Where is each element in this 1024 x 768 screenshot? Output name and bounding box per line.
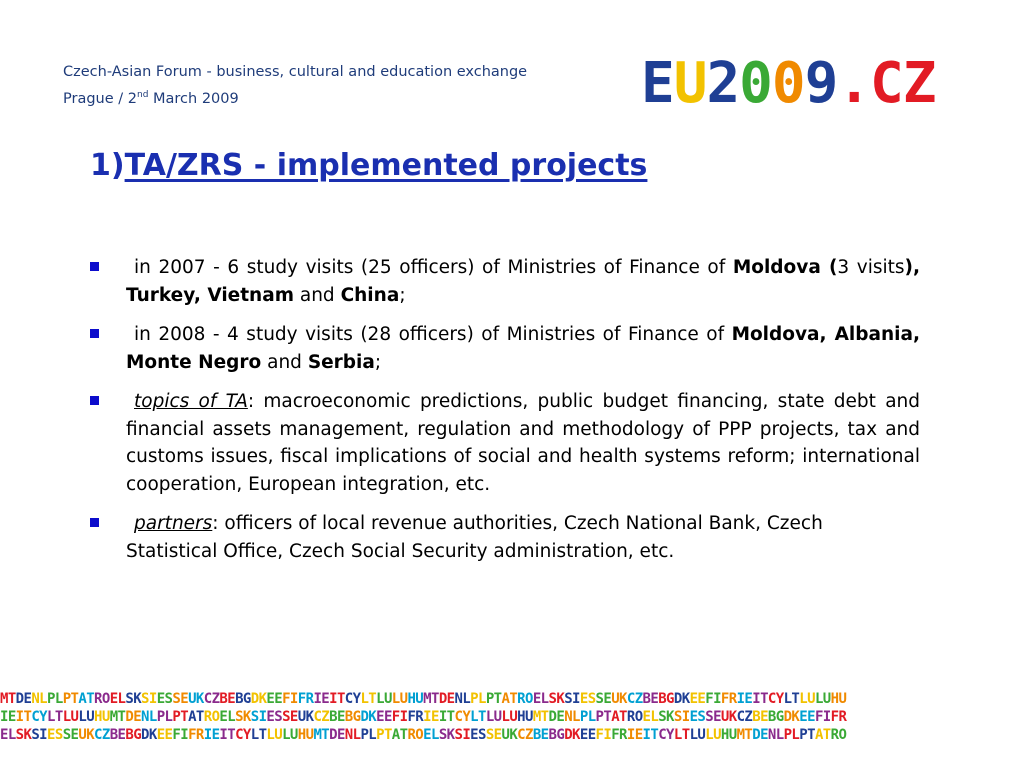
event-header: [63, 61, 527, 111]
country-code: BE: [752, 709, 768, 725]
country-code: NL: [31, 691, 48, 707]
country-code: SI: [250, 709, 267, 725]
country-code: SE: [705, 709, 721, 725]
logo-letter: 0: [771, 51, 805, 116]
country-code: NL: [454, 691, 471, 707]
country-code: CY: [454, 709, 471, 725]
country-code: BG: [125, 727, 142, 743]
country-code: CY: [235, 727, 251, 743]
country-code: SE: [172, 691, 189, 707]
country-code: DE: [438, 691, 455, 707]
country-code: FI: [391, 709, 408, 725]
country-code: UK: [720, 709, 737, 725]
country-code: DK: [564, 727, 580, 743]
slide-title: [90, 148, 647, 183]
bullet-2008-lead: in 2008 - 4 study visits (28 officers) of Ministries of Finance of: [134, 324, 732, 345]
country-code: CY: [344, 691, 361, 707]
country-code: FR: [188, 727, 204, 743]
country-code: HU: [407, 691, 424, 707]
country-code: PT: [799, 727, 815, 743]
country-code: EL: [0, 727, 16, 743]
country-code: FI: [172, 727, 189, 743]
country-code: LU: [282, 727, 298, 743]
country-code: CY: [767, 691, 784, 707]
country-code: NL: [141, 709, 157, 725]
bullet-2007-country-2: ), Turkey, Vietnam: [126, 257, 920, 306]
country-code: FI: [814, 709, 831, 725]
country-code: AT: [78, 691, 95, 707]
country-code: IT: [642, 727, 659, 743]
country-code: LU: [78, 709, 95, 725]
country-code: CY: [31, 709, 48, 725]
logo-letter: 9: [804, 51, 838, 116]
bullet-item-partners: [90, 510, 920, 565]
country-code: ES: [579, 691, 596, 707]
country-code: AT: [188, 709, 204, 725]
bullet-partners-label: partners: [134, 513, 213, 534]
country-code: DE: [125, 709, 142, 725]
country-code: DK: [673, 691, 690, 707]
country-code: ES: [156, 691, 173, 707]
square-bullet-icon: [90, 396, 99, 405]
country-code: PT: [595, 709, 612, 725]
country-code: CY: [658, 727, 674, 743]
country-code: PL: [579, 709, 596, 725]
bullet-2007-visits: 3 visits: [837, 257, 905, 278]
country-code: LU: [501, 709, 518, 725]
country-code: PL: [783, 727, 800, 743]
country-code: NL: [564, 709, 580, 725]
strip-row: [0, 690, 1024, 708]
country-code: RO: [407, 727, 424, 743]
country-code: CZ: [736, 709, 753, 725]
country-code: EL: [219, 709, 236, 725]
country-code: BG: [658, 691, 674, 707]
country-code: BG: [767, 709, 784, 725]
country-code: HU: [94, 709, 110, 725]
strip-row: [0, 708, 1024, 726]
logo-letter: C: [870, 51, 903, 116]
logo-letter: U: [673, 51, 707, 116]
bullet-topics-text: : macroeconomic predictions, public budget financing, state debt and financial assets management, regulation and methodology of PPP projects, tax and customs issues, fiscal implications of social and health systems reform; international cooperation, European integration, etc.: [126, 391, 920, 495]
country-code: HU: [297, 727, 314, 743]
member-states-strip: [0, 690, 1024, 746]
country-code: LT: [783, 691, 800, 707]
country-code: SE: [485, 727, 502, 743]
country-code: NL: [767, 727, 784, 743]
country-code: EE: [689, 691, 706, 707]
country-code: RO: [517, 691, 533, 707]
country-code: HU: [720, 727, 737, 743]
country-code: DE: [15, 691, 32, 707]
bullet-item-2007: [90, 254, 920, 309]
country-code: BE: [329, 709, 345, 725]
country-code: SE: [62, 727, 79, 743]
country-code: IE: [736, 691, 753, 707]
bullet-2007-country-3: China: [340, 284, 400, 306]
logo-letter: E: [641, 51, 674, 116]
country-code: DK: [250, 691, 267, 707]
country-code: FR: [720, 691, 737, 707]
country-code: ES: [47, 727, 63, 743]
country-code: BG: [344, 709, 361, 725]
eu2009-logo: [641, 52, 935, 116]
bullet-2008-and: and: [261, 351, 308, 373]
country-code: LT: [47, 709, 63, 725]
country-code: EE: [376, 709, 392, 725]
country-code: IE: [423, 709, 439, 725]
event-date: [63, 84, 527, 111]
country-code: IE: [313, 691, 330, 707]
country-code: PT: [485, 691, 502, 707]
country-code: FI: [282, 691, 298, 707]
country-code: SK: [125, 691, 142, 707]
country-code: FR: [407, 709, 424, 725]
country-code: SI: [141, 691, 157, 707]
country-code: LU: [485, 709, 502, 725]
country-code: LT: [250, 727, 267, 743]
country-code: UK: [297, 709, 314, 725]
country-code: LU: [62, 709, 79, 725]
country-code: ES: [266, 709, 283, 725]
country-code: LU: [391, 691, 408, 707]
country-code: SK: [438, 727, 455, 743]
country-code: IE: [0, 709, 16, 725]
country-code: IT: [329, 691, 345, 707]
country-code: EL: [423, 727, 439, 743]
country-code: SI: [564, 691, 580, 707]
logo-letter: 0: [739, 51, 772, 116]
country-code: SI: [454, 727, 471, 743]
country-code: PL: [156, 709, 173, 725]
country-code: MT: [532, 709, 549, 725]
country-code: RO: [94, 691, 110, 707]
country-code: LU: [799, 691, 815, 707]
country-code: MT: [736, 727, 753, 743]
country-code: LU: [814, 691, 831, 707]
country-code: DK: [141, 727, 157, 743]
country-code: SK: [235, 709, 251, 725]
country-code: ES: [689, 709, 706, 725]
country-code: ES: [470, 727, 486, 743]
bullet-list: [90, 254, 920, 577]
country-code: LT: [470, 709, 486, 725]
country-code: CZ: [94, 727, 110, 743]
country-code: IT: [752, 691, 768, 707]
country-code: UK: [501, 727, 518, 743]
bullet-2008-end: ;: [374, 351, 382, 373]
country-code: IT: [219, 727, 236, 743]
country-code: UK: [78, 727, 95, 743]
title-prefix: 1): [90, 148, 125, 183]
bullet-2007-country-1: Moldova (: [732, 257, 838, 278]
country-code: DE: [548, 709, 565, 725]
country-code: LT: [360, 691, 377, 707]
country-code: DE: [329, 727, 345, 743]
country-code: HU: [517, 709, 533, 725]
country-code: FR: [297, 691, 314, 707]
country-code: PL: [360, 727, 377, 743]
country-code: NL: [344, 727, 361, 743]
country-code: EE: [156, 727, 173, 743]
logo-letter: Z: [902, 51, 936, 116]
country-code: AT: [611, 709, 627, 725]
logo-letter: .: [837, 51, 871, 116]
country-code: SE: [282, 709, 298, 725]
country-code: BE: [532, 727, 549, 743]
square-bullet-icon: [90, 518, 99, 527]
country-code: FR: [611, 727, 627, 743]
country-code: DK: [783, 709, 800, 725]
country-code: FI: [595, 727, 612, 743]
country-code: FI: [705, 691, 721, 707]
square-bullet-icon: [90, 329, 99, 338]
country-code: LT: [673, 727, 690, 743]
country-code: CZ: [313, 709, 330, 725]
bullet-2008-countries: Moldova, Albania, Monte Negro: [126, 324, 920, 373]
country-code: CZ: [626, 691, 643, 707]
title-text: TA/ZRS - implemented projects: [124, 148, 648, 183]
country-code: MT: [313, 727, 330, 743]
country-code: EL: [532, 691, 549, 707]
country-code: AT: [501, 691, 518, 707]
country-code: RO: [626, 709, 643, 725]
country-code: PT: [376, 727, 392, 743]
country-code: SI: [31, 727, 48, 743]
country-code: EL: [642, 709, 659, 725]
country-code: BE: [109, 727, 126, 743]
country-code: EE: [799, 709, 815, 725]
strip-row: [0, 726, 1024, 744]
country-code: LU: [689, 727, 706, 743]
country-code: SE: [595, 691, 612, 707]
country-code: IE: [203, 727, 220, 743]
event-date-sup: nd: [136, 90, 149, 100]
bullet-2007-end: ;: [399, 284, 406, 306]
country-code: MT: [109, 709, 126, 725]
country-code: LU: [705, 727, 721, 743]
country-code: BG: [235, 691, 251, 707]
country-code: DE: [752, 727, 768, 743]
country-code: FR: [830, 709, 847, 725]
country-code: PT: [62, 691, 79, 707]
country-code: AT: [814, 727, 831, 743]
country-code: SK: [658, 709, 674, 725]
country-code: PL: [47, 691, 63, 707]
country-code: UK: [611, 691, 627, 707]
bullet-topics-label: topics of TA: [134, 391, 248, 412]
event-date-prefix: Prague / 2: [63, 90, 137, 107]
country-code: IT: [438, 709, 455, 725]
country-code: EE: [579, 727, 596, 743]
country-code: IE: [626, 727, 643, 743]
bullet-2007-and: and: [293, 284, 341, 306]
country-code: RO: [203, 709, 220, 725]
country-code: MT: [423, 691, 439, 707]
event-title: Czech-Asian Forum - business, cultural and education exchange: [63, 64, 528, 80]
country-code: BG: [548, 727, 565, 743]
country-code: RO: [830, 727, 847, 743]
country-code: UK: [188, 691, 204, 707]
bullet-2008-country-last: Serbia: [307, 351, 375, 373]
country-code: CZ: [203, 691, 220, 707]
country-code: EL: [109, 691, 126, 707]
country-code: IT: [15, 709, 32, 725]
country-code: LU: [376, 691, 392, 707]
country-code: BE: [642, 691, 659, 707]
country-code: SK: [15, 727, 32, 743]
country-code: LU: [266, 727, 283, 743]
country-code: DK: [360, 709, 377, 725]
country-code: PT: [172, 709, 189, 725]
bullet-partners-text: : officers of local revenue authorities, Czech National Bank, Czech Statistical Office, Czech Social Security administration, etc.: [126, 513, 823, 562]
country-code: EE: [266, 691, 283, 707]
bullet-item-topics: [90, 388, 920, 498]
country-code: MT: [0, 691, 16, 707]
bullet-2007-lead: in 2007 - 6 study visits (25 officers) of Ministries of Finance of: [134, 257, 733, 278]
country-code: HU: [830, 691, 847, 707]
square-bullet-icon: [90, 262, 99, 271]
country-code: BE: [219, 691, 236, 707]
country-code: CZ: [517, 727, 533, 743]
logo-letter: 2: [706, 51, 740, 116]
country-code: PL: [470, 691, 486, 707]
country-code: SK: [548, 691, 565, 707]
event-date-suffix: March 2009: [148, 90, 239, 107]
country-code: SI: [673, 709, 690, 725]
bullet-item-2008: [90, 321, 920, 376]
country-code: AT: [391, 727, 408, 743]
